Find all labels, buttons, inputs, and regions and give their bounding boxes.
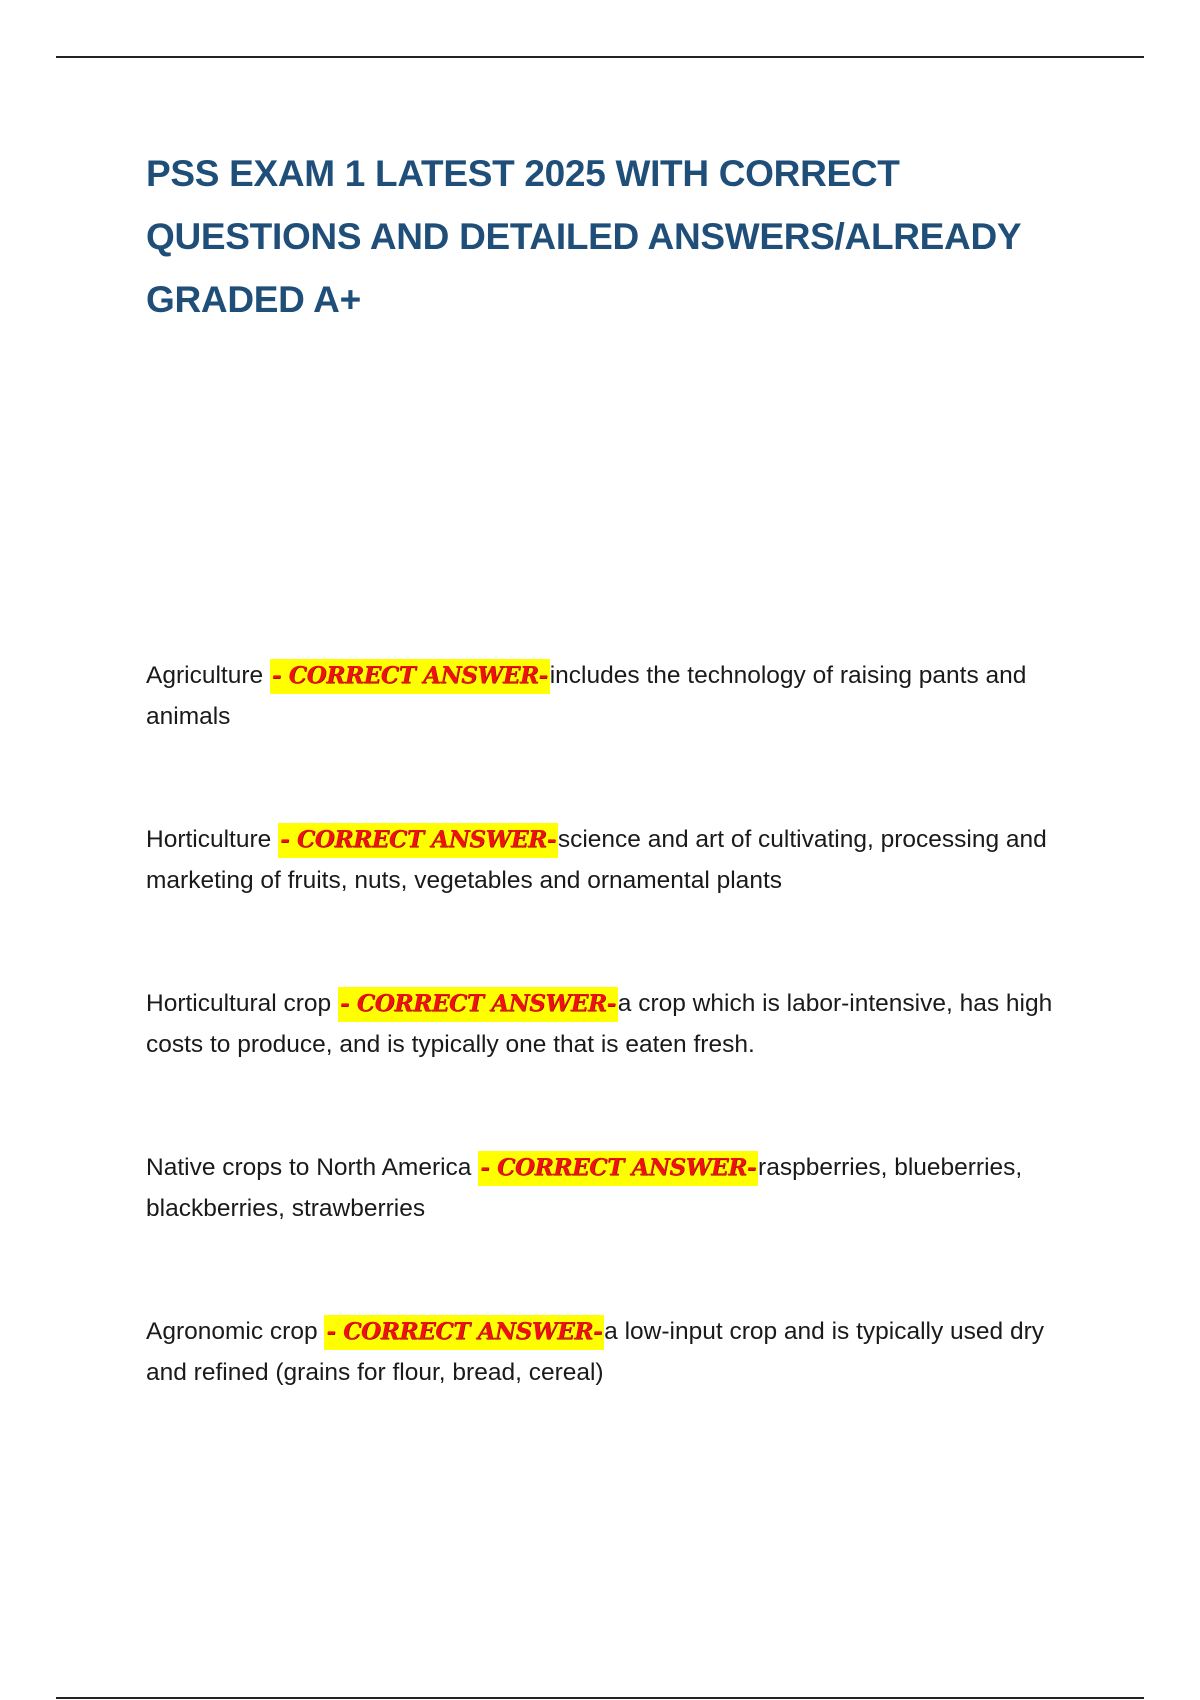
- question-term: Agriculture: [146, 662, 264, 689]
- question-term: Horticulture: [146, 826, 272, 853]
- answer-text: a crop which is labor-intensive, has high costs to produce, and is typically one that is eaten fresh.: [146, 990, 1053, 1058]
- correct-answer-marker: - CORRECT ANSWER-: [338, 987, 618, 1022]
- question-term: Agronomic crop: [146, 1318, 318, 1345]
- answer-text: a low-input crop and is typically used dry and refined (grains for flour, bread, cereal): [146, 1318, 1045, 1386]
- qa-item-horticultural-crop: [146, 983, 1086, 1065]
- qa-item-agronomic-crop: [146, 1311, 1086, 1393]
- answer-text: raspberries, blueberries, blackberries, strawberries: [146, 1154, 1023, 1222]
- correct-answer-marker: - CORRECT ANSWER-: [278, 823, 558, 858]
- correct-answer-marker: - CORRECT ANSWER-: [478, 1151, 758, 1186]
- correct-answer-marker: - CORRECT ANSWER-: [324, 1315, 604, 1350]
- question-term: Native crops to North America: [146, 1154, 472, 1181]
- document-title: PSS EXAM 1 LATEST 2025 WITH CORRECT QUESTIONS AND DETAILED ANSWERS/ALREADY GRADED A+: [146, 153, 1021, 320]
- top-divider: [56, 56, 1144, 58]
- bottom-divider: [56, 1697, 1144, 1699]
- answer-text: science and art of cultivating, processing and marketing of fruits, nuts, vegetables and ornamental plants: [146, 826, 1047, 894]
- question-term: Horticultural crop: [146, 990, 332, 1017]
- qa-item-native-crops: [146, 1147, 1086, 1229]
- answer-text: includes the technology of raising pants and animals: [146, 662, 1027, 730]
- qa-item-horticulture: [146, 819, 1086, 901]
- correct-answer-marker: - CORRECT ANSWER-: [270, 659, 550, 694]
- qa-item-agriculture: [146, 655, 1086, 737]
